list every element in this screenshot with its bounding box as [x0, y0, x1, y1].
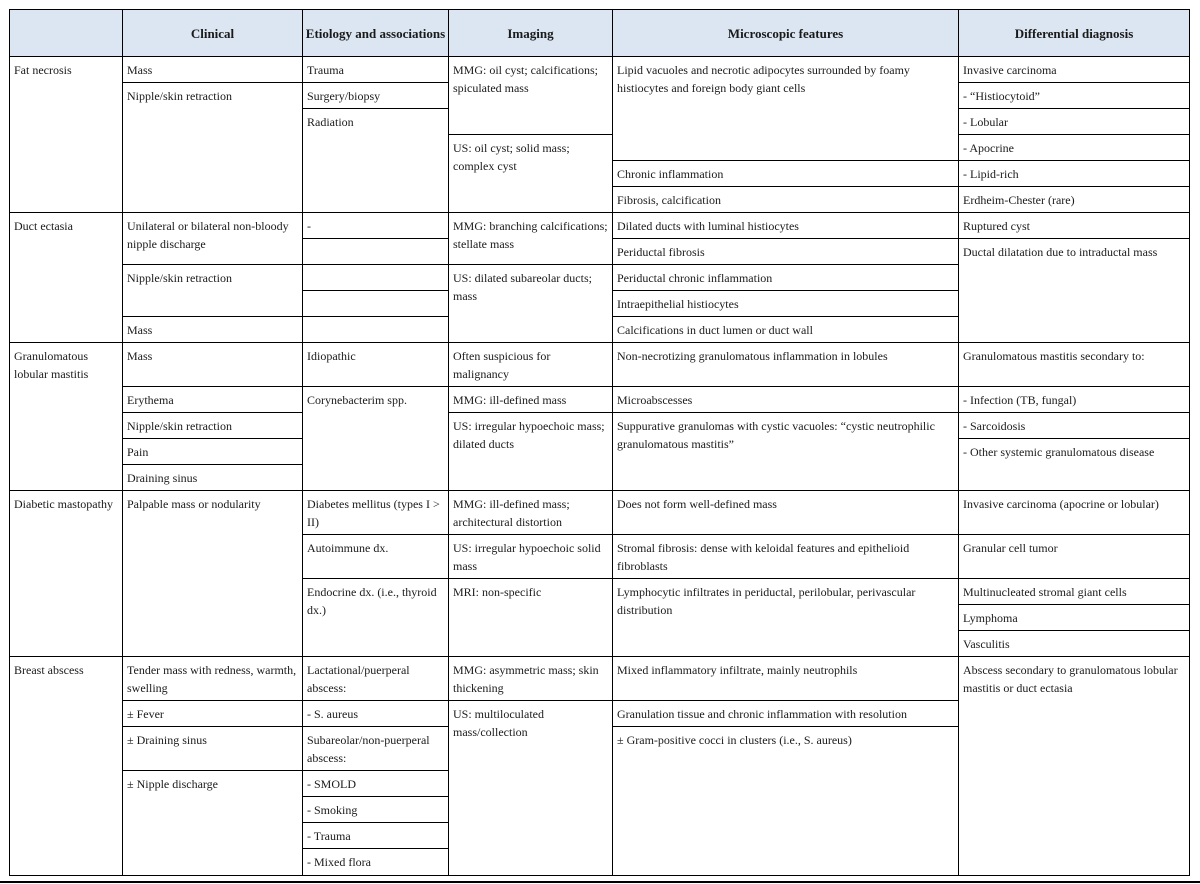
- cell-text: MMG: ill-defined mass: [453, 393, 567, 407]
- cell-text: Mass: [127, 323, 153, 337]
- microscopic-cell: [613, 535, 958, 578]
- entity-name: Breast abscess: [14, 663, 84, 677]
- entity-cell: [10, 657, 88, 875]
- grid-line: [302, 386, 449, 387]
- microscopic-cell: [613, 291, 743, 316]
- cell-text: Trauma: [307, 63, 344, 77]
- grid-line: [958, 134, 1190, 135]
- differential-cell: [959, 413, 1029, 438]
- differential-cell: [959, 535, 1062, 578]
- clinical-cell: [123, 213, 302, 264]
- grid-line: [9, 342, 1190, 343]
- differential-cell: [959, 109, 1012, 134]
- grid-line: [122, 464, 303, 465]
- cell-text: Granulomatous mastitis secondary to:: [963, 349, 1145, 363]
- header-label: Differential diagnosis: [1014, 25, 1134, 41]
- grid-line: [302, 700, 449, 701]
- grid-line: [612, 316, 959, 317]
- cell-text: ± Draining sinus: [127, 733, 207, 747]
- etiology-cell: [303, 83, 384, 108]
- cell-text: Invasive carcinoma (apocrine or lobular): [963, 497, 1159, 511]
- microscopic-cell: [613, 413, 958, 490]
- clinical-cell: [123, 771, 222, 875]
- cell-text: Nipple/skin retraction: [127, 89, 232, 103]
- grid-line: [302, 10, 303, 876]
- grid-line: [122, 700, 303, 701]
- entity-column: [10, 0, 122, 884]
- entity-cell: [10, 213, 77, 342]
- cell-text: US: oil cyst; solid mass; complex cyst: [453, 141, 570, 173]
- differential-cell: [959, 387, 1080, 412]
- cell-text: - “Histiocytoid”: [963, 89, 1040, 103]
- cell-text: US: multiloculated mass/collection: [453, 707, 544, 739]
- cell-text: Granular cell tumor: [963, 541, 1058, 555]
- cell-text: - Mixed flora: [307, 855, 371, 869]
- header-label: Etiology and associations: [305, 25, 446, 41]
- etiology-cell: [303, 57, 348, 82]
- entity-name: Granulomatous lobular mastitis: [14, 349, 89, 381]
- imaging-cell: [449, 343, 612, 386]
- clinical-cell: [123, 265, 236, 316]
- cell-text: Diabetes mellitus (types I > II): [307, 497, 440, 529]
- grid-line: [448, 386, 613, 387]
- imaging-cell: [449, 657, 612, 700]
- cell-text: Idiopathic: [307, 349, 356, 363]
- grid-line: [122, 770, 303, 771]
- grid-line: [958, 386, 1190, 387]
- imaging-cell: [449, 387, 570, 412]
- clinical-cell: [123, 387, 178, 412]
- grid-line: [448, 10, 449, 876]
- grid-line: [302, 534, 449, 535]
- clinical-cell: [123, 727, 211, 770]
- differential-cell: [959, 657, 1189, 875]
- differential-cell: [959, 631, 1014, 656]
- cell-text: MRI: non-specific: [453, 585, 542, 599]
- differential-cell: [959, 57, 1061, 82]
- grid-line: [302, 82, 449, 83]
- grid-line: [122, 316, 303, 317]
- clinical-cell: [123, 701, 168, 726]
- cell-text: Abscess secondary to granulomatous lobular mastitis or duct ectasia: [963, 663, 1178, 695]
- grid-line: [958, 10, 959, 876]
- cell-text: Autoimmune dx.: [307, 541, 389, 555]
- differential-cell: [959, 187, 1079, 212]
- grid-line: [122, 726, 303, 727]
- microscopic-cell: [613, 57, 958, 160]
- microscopic-cell: [613, 701, 911, 726]
- imaging-cell: [449, 57, 612, 134]
- etiology-cell: [303, 771, 360, 796]
- cell-text: Mixed inflammatory infiltrate, mainly neutrophils: [617, 663, 858, 677]
- clinical-cell: [123, 83, 236, 212]
- grid-line: [122, 386, 303, 387]
- cell-text: US: irregular hypoechoic solid mass: [453, 541, 601, 573]
- etiology-cell: [303, 579, 448, 656]
- entity-name: Diabetic mastopathy: [14, 497, 113, 511]
- microscopic-cell: [613, 387, 696, 412]
- etiology-cell: [303, 343, 360, 386]
- grid-line: [612, 186, 959, 187]
- grid-line: [958, 238, 1190, 239]
- cell-text: MMG: asymmetric mass; skin thickening: [453, 663, 599, 695]
- microscopic-column: [613, 0, 958, 884]
- cell-text: Palpable mass or nodularity: [127, 497, 261, 511]
- differential-cell: [959, 161, 1023, 186]
- grid-line: [958, 186, 1190, 187]
- microscopic-cell: [613, 579, 958, 656]
- grid-line: [958, 578, 1190, 579]
- cell-text: Radiation: [307, 115, 354, 129]
- etiology-cell: [303, 849, 375, 875]
- grid-line: [122, 10, 123, 876]
- differential-cell: [959, 239, 1161, 342]
- cell-text: Periductal chronic inflammation: [617, 271, 773, 285]
- cell-text: Non-necrotizing granulomatous inflammation in lobules: [617, 349, 888, 363]
- differential-cell: [959, 605, 1022, 630]
- clinical-cell: [123, 657, 302, 700]
- grid-line: [302, 238, 449, 239]
- entity-name: Fat necrosis: [14, 63, 72, 77]
- etiology-cell: [303, 491, 448, 534]
- cell-text: Chronic inflammation: [617, 167, 724, 181]
- microscopic-cell: [613, 491, 781, 534]
- etiology-cell: [303, 213, 315, 238]
- grid-line: [958, 160, 1190, 161]
- grid-line: [1189, 10, 1190, 876]
- grid-line: [448, 412, 613, 413]
- differential-column: [959, 0, 1189, 884]
- imaging-cell: [449, 579, 545, 656]
- cell-text: - Lobular: [963, 115, 1008, 129]
- microscopic-cell: [613, 213, 803, 238]
- cell-text: ± Nipple discharge: [127, 777, 219, 791]
- clinical-cell: [123, 465, 201, 490]
- grid-line: [612, 238, 959, 239]
- differential-cell: [959, 135, 1018, 160]
- etiology-cell: [303, 701, 362, 726]
- grid-line: [958, 630, 1190, 631]
- grid-line: [612, 386, 959, 387]
- grid-line: [958, 534, 1190, 535]
- cell-text: Microabscesses: [617, 393, 693, 407]
- differential-cell: [959, 491, 1163, 534]
- header-label: Imaging: [507, 25, 554, 41]
- entity-cell: [10, 57, 76, 212]
- cell-text: Often suspicious for malignancy: [453, 349, 551, 381]
- cell-text: Calcifications in duct lumen or duct wall: [617, 323, 813, 337]
- cell-text: Subareolar/non-puerperal abscess:: [307, 733, 430, 765]
- microscopic-cell: [613, 239, 709, 264]
- cell-text: Fibrosis, calcification: [617, 193, 721, 207]
- grid-line: [9, 490, 1190, 491]
- cell-text: Stromal fibrosis: dense with keloidal features and epithelioid fibroblasts: [617, 541, 910, 573]
- cell-text: Nipple/skin retraction: [127, 419, 232, 433]
- grid-line: [122, 412, 303, 413]
- clinical-cell: [123, 439, 152, 464]
- grid-line: [9, 10, 10, 876]
- imaging-cell: [449, 213, 612, 264]
- cell-text: Invasive carcinoma: [963, 63, 1057, 77]
- etiology-cell: [303, 387, 411, 490]
- grid-line: [302, 290, 449, 291]
- grid-line: [9, 9, 1190, 10]
- grid-line: [448, 264, 613, 265]
- microscopic-cell: [613, 265, 776, 290]
- grid-line: [958, 82, 1190, 83]
- grid-line: [612, 412, 959, 413]
- grid-line: [448, 700, 613, 701]
- cell-text: Dilated ducts with luminal histiocytes: [617, 219, 799, 233]
- cell-text: - Other systemic granulomatous disease: [963, 445, 1155, 459]
- microscopic-cell: [613, 657, 861, 700]
- cell-text: Mass: [127, 63, 153, 77]
- grid-line: [302, 578, 449, 579]
- cell-text: - SMOLD: [307, 777, 357, 791]
- imaging-cell: [449, 491, 612, 534]
- cell-text: Erdheim-Chester (rare): [963, 193, 1075, 207]
- clinical-column: [123, 0, 302, 884]
- cell-text: Lymphoma: [963, 611, 1018, 625]
- etiology-cell: [303, 727, 448, 770]
- grid-line: [958, 108, 1190, 109]
- imaging-cell: [449, 535, 612, 578]
- grid-line: [612, 534, 959, 535]
- grid-line: [122, 438, 303, 439]
- grid-line: [122, 264, 303, 265]
- imaging-column: [449, 0, 612, 884]
- cell-text: ± Fever: [127, 707, 164, 721]
- header-label: Clinical: [190, 25, 235, 41]
- cell-text: Multinucleated stromal giant cells: [963, 585, 1127, 599]
- grid-line: [958, 438, 1190, 439]
- grid-line: [9, 875, 1190, 876]
- etiology-cell: [303, 797, 361, 822]
- cell-text: Intraepithelial histiocytes: [617, 297, 739, 311]
- grid-line: [612, 578, 959, 579]
- cell-text: Pain: [127, 445, 149, 459]
- grid-line: [302, 796, 449, 797]
- cell-text: US: irregular hypoechoic mass; dilated ducts: [453, 419, 605, 451]
- etiology-cell: [303, 823, 355, 848]
- cell-text: Erythema: [127, 393, 174, 407]
- grid-line: [9, 656, 1190, 657]
- header-label: Microscopic features: [727, 25, 844, 41]
- imaging-cell: [449, 135, 612, 212]
- grid-line: [302, 264, 449, 265]
- cell-text: US: dilated subareolar ducts; mass: [453, 271, 592, 303]
- cell-text: Does not form well-defined mass: [617, 497, 777, 511]
- grid-line: [448, 534, 613, 535]
- microscopic-cell: [613, 161, 727, 186]
- imaging-cell: [449, 413, 612, 490]
- cell-text: - Apocrine: [963, 141, 1014, 155]
- cell-text: Mass: [127, 349, 153, 363]
- clinical-cell: [123, 343, 156, 386]
- cell-text: Ductal dilatation due to intraductal mass: [963, 245, 1158, 259]
- microscopic-cell: [613, 343, 892, 386]
- cell-text: Endocrine dx. (i.e., thyroid dx.): [307, 585, 437, 617]
- cell-text: Unilateral or bilateral non-bloody nipple discharge: [127, 219, 289, 251]
- grid-line: [958, 412, 1190, 413]
- cell-text: Nipple/skin retraction: [127, 271, 232, 285]
- cell-text: -: [307, 219, 311, 233]
- clinical-cell: [123, 317, 156, 342]
- cell-text: - Smoking: [307, 803, 358, 817]
- grid-line: [302, 726, 449, 727]
- cell-text: - Infection (TB, fungal): [963, 393, 1077, 407]
- cell-text: Surgery/biopsy: [307, 89, 381, 103]
- grid-line: [0, 881, 1200, 883]
- clinical-cell: [123, 491, 265, 656]
- cell-text: Lymphocytic infiltrates in periductal, perilobular, perivascular distribution: [617, 585, 916, 617]
- etiology-cell: [303, 109, 358, 212]
- grid-line: [448, 578, 613, 579]
- grid-line: [448, 134, 613, 135]
- cell-text: MMG: oil cyst; calcifications; spiculated mass: [453, 63, 598, 95]
- cell-text: Draining sinus: [127, 471, 198, 485]
- differential-cell: [959, 579, 1131, 604]
- clinical-cell: [123, 57, 156, 82]
- grid-line: [9, 56, 1190, 57]
- grid-line: [612, 160, 959, 161]
- cell-text: Vasculitis: [963, 637, 1010, 651]
- differential-cell: [959, 213, 1034, 238]
- differential-cell: [959, 83, 1044, 108]
- microscopic-cell: [613, 187, 725, 212]
- cell-text: Corynebacterim spp.: [307, 393, 407, 407]
- cell-text: Lipid vacuoles and necrotic adipocytes surrounded by foamy histiocytes and foreign body giant cells: [617, 63, 910, 95]
- grid-line: [612, 264, 959, 265]
- grid-line: [302, 108, 449, 109]
- cell-text: - Trauma: [307, 829, 351, 843]
- grid-line: [302, 770, 449, 771]
- grid-line: [122, 82, 303, 83]
- grid-line: [612, 700, 959, 701]
- grid-line: [612, 290, 959, 291]
- cell-text: Periductal fibrosis: [617, 245, 705, 259]
- clinical-cell: [123, 413, 236, 438]
- grid-line: [302, 316, 449, 317]
- differential-cell: [959, 439, 1158, 490]
- etiology-column: [303, 0, 448, 884]
- etiology-cell: [303, 657, 448, 700]
- cell-text: - Lipid-rich: [963, 167, 1019, 181]
- grid-line: [302, 822, 449, 823]
- grid-line: [958, 604, 1190, 605]
- cell-text: Granulation tissue and chronic inflammation with resolution: [617, 707, 907, 721]
- cell-text: MMG: branching calcifications; stellate mass: [453, 219, 608, 251]
- grid-line: [612, 10, 613, 876]
- cell-text: Ruptured cyst: [963, 219, 1030, 233]
- cell-text: Suppurative granulomas with cystic vacuoles: “cystic neutrophilic granulomatous mastitis”: [617, 419, 935, 451]
- entity-cell: [10, 343, 122, 490]
- cell-text: - Sarcoidosis: [963, 419, 1026, 433]
- cell-text: Tender mass with redness, warmth, swelling: [127, 663, 297, 695]
- imaging-cell: [449, 265, 612, 342]
- differential-cell: [959, 343, 1149, 386]
- entity-cell: [10, 491, 117, 656]
- grid-line: [612, 726, 959, 727]
- entity-name: Duct ectasia: [14, 219, 73, 233]
- grid-line: [302, 848, 449, 849]
- cell-text: Lactational/puerperal abscess:: [307, 663, 410, 695]
- cell-text: MMG: ill-defined mass; architectural distortion: [453, 497, 570, 529]
- microscopic-cell: [613, 317, 817, 342]
- microscopic-cell: [613, 727, 856, 875]
- cell-text: ± Gram-positive cocci in clusters (i.e., S. aureus): [617, 733, 852, 747]
- grid-line: [9, 212, 1190, 213]
- cell-text: - S. aureus: [307, 707, 358, 721]
- etiology-cell: [303, 535, 392, 578]
- imaging-cell: [449, 701, 612, 875]
